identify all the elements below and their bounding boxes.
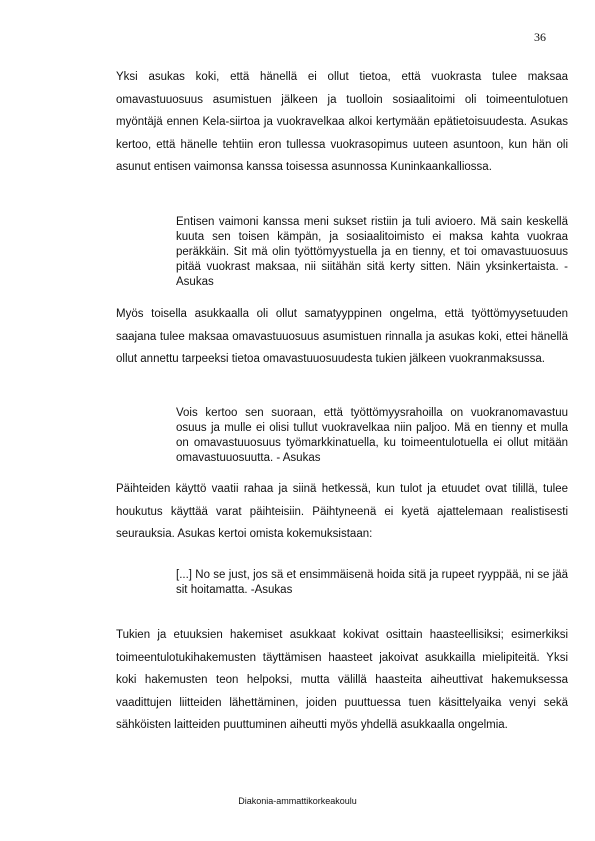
page-number: 36: [534, 30, 546, 44]
quote-1: Entisen vaimoni kanssa meni sukset ristiin ja tuli avioero. Mä sain keskellä kuuta sen toisen kämpän, ja sosiaalitoimisto ei maksa kahta vuokraa peräkkäin. Sit mä olin työttömyystuella ja en tienny, et toi omavastuuosuus pitää vuokrast maksaa, nii siitähän sitä kerty sitten. Näin yksinkertaista. - Asukas: [176, 216, 568, 288]
paragraph-1: Yksi asukas koki, että hänellä ei ollut tietoa, että vuokrasta tulee maksaa omavastuuosuus asumistuen jälkeen ja tuolloin sosiaalitoimi oli toimeentulotuen myöntäjä ennen Kela-siirtoa ja vuokravelkaa alkoi kertymään epätietoisuudesta. Asukas kertoo, että hänelle tehtiin eron tullessa vuokrasopimus uuteen asuntoon, kun hän oli asunut entisen vaimonsa kanssa toisessa asunnossa Kuninkaankalliossa.: [116, 71, 568, 174]
paragraph-2: Myös toisella asukkaalla oli ollut samatyyppinen ongelma, että työttömyysetuuden saajana tulee maksaa omavastuuosuus asumistuen rinnalla ja asukas koki, ettei hänellä ollut annettu tarpeeksi tietoa omavastuuosuudesta tukien jälkeen vuokranmaksussa.: [116, 308, 568, 366]
quote-3: [...] No se just, jos sä et ensimmäisenä hoida sitä ja rupeet ryyppää, ni se jää sit hoitamatta. -Asukas: [176, 569, 568, 596]
paragraph-3: Päihteiden käyttö vaatii rahaa ja siinä hetkessä, kun tulot ja etuudet ovat tilillä, tulee houkutus käyttää varat päihteisiin. Päihtyneenä ei kyetä ajattelemaan realistisesti seurauksia. Asukas kertoi omista kokemuksistaan:: [116, 483, 568, 541]
quote-2: Vois kertoo sen suoraan, että työttömyysrahoilla on vuokranomavastuu osuus ja mulle ei olisi tullut vuokravelkaa niin paljoo. Mä en tienny et mulla on omavastuuosuus työmarkkinatuella, ku toimeentulotuella ei ollut mitään omavastuuosuutta. - Asukas: [176, 407, 568, 464]
paragraph-4: Tukien ja etuuksien hakemiset asukkaat kokivat osittain haasteellisiksi; esimerkiksi toimeentulotukihakemusten täyttämisen haasteet jakoivat asukkailla mielipiteitä. Yksi koki hakemusten teon helpoksi, mutta välillä haasteita aiheuttivat hakemuksessa vaadittujen liitteiden lähettäminen, joiden puuttuessa tuen käsittelyaika venyi sekä sähköisten laitteiden puuttuminen aiheutti myös yhdellä asukkaalla ongelmia.: [116, 629, 568, 732]
footer: Diakonia-ammattikorkeakoulu: [238, 796, 357, 806]
